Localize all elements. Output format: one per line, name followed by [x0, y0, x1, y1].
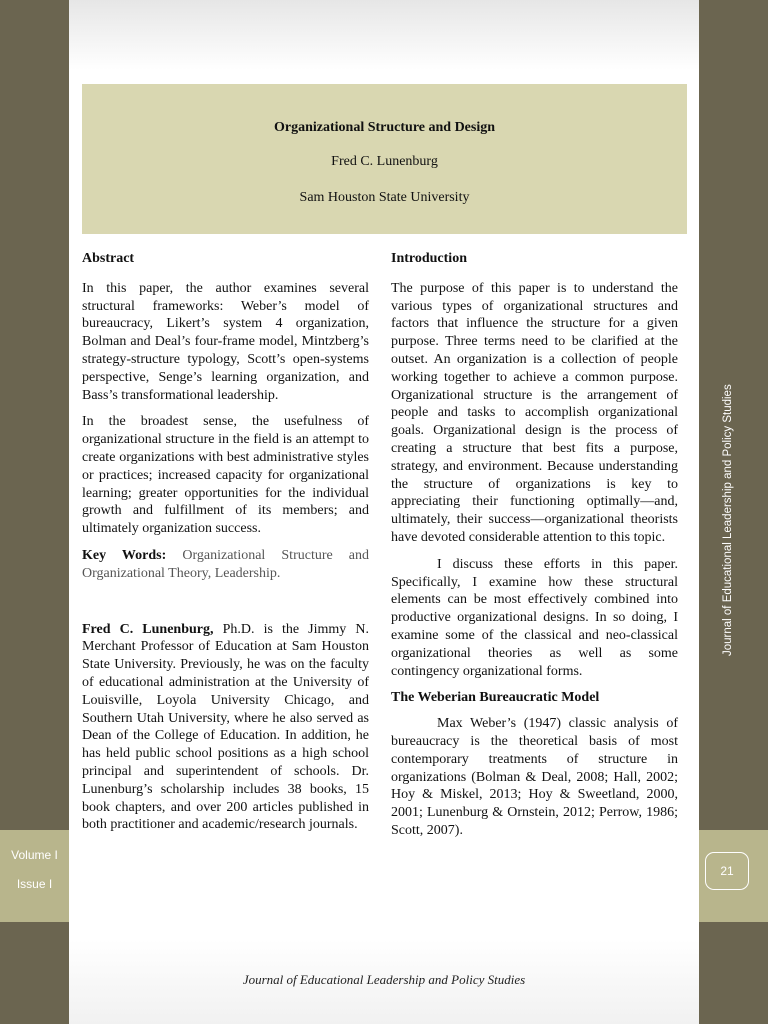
keywords-label: Key Words:: [82, 547, 167, 563]
left-column: [82, 250, 369, 843]
author-name: Fred C. Lunenburg: [331, 154, 438, 169]
abstract-paragraph-2: In the broadest sense, the usefulness of organizational structure in the field is an attempt to create organizations with best administrative styles or practices; increased capacity for organizational learning; greater opportunities for the individual growth and fulfillment of its members; and ultimately organization success.: [82, 414, 369, 537]
keywords-text: Organizational Structure and Organizational Theory, Leadership.: [82, 547, 370, 581]
journal-name-vertical: Journal of Educational Leadership and Policy Studies: [722, 384, 734, 656]
footer-journal-name: Journal of Educational Leadership and Policy Studies: [242, 972, 526, 987]
abstract-paragraph-1: In this paper, the author examines several structural frameworks: Weber’s model of bureaucracy, Likert’s system 4 organization, Bolman and Deal’s four-frame model, Mintzberg’s strategy-structure typology, Scott’s open-systems perspective, Senge’s learning organization, and Bass’s transformational leadership.: [82, 280, 369, 403]
introduction-heading: Introduction: [391, 251, 467, 266]
issue-label: Issue I: [16, 877, 53, 891]
paper-title: Organizational Structure and Design: [273, 120, 496, 135]
abstract-heading: Abstract: [82, 251, 135, 266]
title-block: [82, 84, 687, 234]
keywords: [82, 547, 369, 583]
right-column: [391, 250, 678, 849]
introduction-paragraph-2: I discuss these efforts in this paper. Specifically, I examine how these structural elements can be most effectively combined into productive organizational designs. In so doing, I examine some of the classical and neo-classical organizational theories as well as some contingency organizational forms.: [391, 556, 678, 679]
volume-band: [0, 830, 69, 922]
bio-text: Ph.D. is the Jimmy N. Merchant Professor of Education at Sam Houston State University. Previously, he was on the faculty of educational administration at the University of Louisville, Loyola University Chicago, and Southern Utah University, where he also served as Dean of the College of Education. In addition, he has held public school positions as a high school principal and superintendent of schools. Dr. Lunenburg’s scholarship includes 38 books, 15 book chapters, and over 200 articles published in both practitioner and academic/research journals.: [82, 621, 369, 833]
page-number: 21: [705, 852, 749, 890]
weber-paragraph-1: Max Weber’s (1947) classic analysis of bureaucracy is the theoretical basis of most contemporary treatments of structure in organizations (Bolman & Deal, 2008; Hall, 2002; Hoy & Miskel, 2013; Hoy & Sweetland, 2000, 2001; Lunenburg & Ornstein, 2012; Perrow, 1986; Scott, 2007).: [391, 716, 678, 838]
weber-heading: The Weberian Bureaucratic Model: [391, 690, 600, 706]
author-affiliation: Sam Houston State University: [299, 190, 470, 205]
author-bio: [82, 621, 369, 835]
bio-name: Fred C. Lunenburg,: [82, 621, 214, 637]
introduction-paragraph-1: The purpose of this paper is to understand the various types of organizational structures and factors that influence the structure for a given purpose. Three terms need to be clarified at the outset. An organization is a collection of people working together to achieve a common purpose. Organizational structure is the arrangement of people and tasks to accomplish organizational goals. Organizational design is the process of creating a structure that best fits a purpose, strategy, and environment. Because understanding the structure of organizations is key to appreciating their functioning optimally—and, ultimately, their success—organizational theorists have devoted considerable attention to this topic.: [391, 280, 678, 545]
volume-label: Volume I: [11, 848, 58, 862]
